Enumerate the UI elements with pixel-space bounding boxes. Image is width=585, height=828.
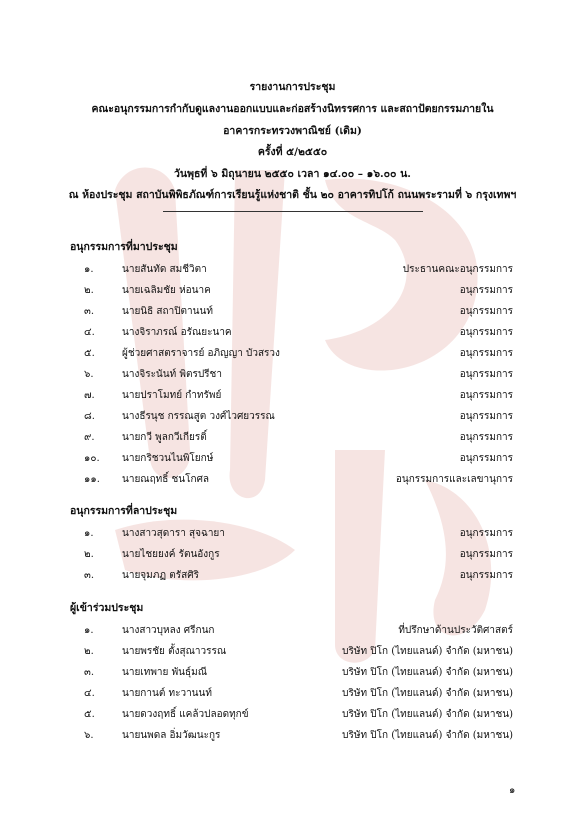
list-item: ๕. นายดวงฤทธิ์ แคล้วปลอดทุกข์ บริษัท ปิโก (ไทยแลนด์) จำกัด (มหาชน) [84,709,513,720]
list-item: ๑. นายสันทัด สมชีวิตา ประธานคณะอนุกรรมการ [84,264,513,275]
section-title-attendees: ผู้เข้าร่วมประชุม [70,602,144,614]
list-item: ๓. นายจุมภฏ ตรัสศิริ อนุกรรมการ [84,570,513,581]
meeting-number: ครั้งที่ ๕/๒๕๕๐ [257,146,328,158]
list-item: ๒. นายเฉลิมชัย ห่อนาค อนุกรรมการ [84,285,513,296]
list-item: ๖. นายนพดล อิ่มวัฒนะกูร บริษัท ปิโก (ไทยแลนด์) จำกัด (มหาชน) [84,730,513,741]
list-item: ๖. นางจิระนันท์ พิตรปรีชา อนุกรรมการ [84,369,513,380]
list-item: ๑๐. นายกริชวนไนพิโยกษ์ อนุกรรมการ [84,453,513,464]
committee-name: คณะอนุกรรมการกำกับดูแลงานออกแบบและก่อสร้างนิทรรศการ และสถาปัตยกรรมภายใน [91,103,494,115]
list-item: ๙. นายกวี พูลกวีเกียรติ์ อนุกรรมการ [84,432,513,443]
meeting-date: วันพุธที่ ๖ มิถุนายน ๒๕๕๐ เวลา ๑๔.๐๐ – ๑๖.๐๐ น. [174,168,411,180]
list-item: ๗. นายปราโมทย์ กำทรัพย์ อนุกรรมการ [84,390,513,401]
section-title-absent: อนุกรรมการที่ลาประชุม [70,505,178,517]
section-title-present: อนุกรรมการที่มาประชุม [70,241,178,253]
list-item: ๒. นายไชยยงค์ รัตนอังกูร อนุกรรมการ [84,549,513,560]
page-number: ๑ [509,785,516,796]
list-item: ๑. นางสาวบุหลง ศรีกนก ที่ปรึกษาด้านประวัติศาสตร์ [84,625,513,636]
list-item: ๓. นายนิธิ สถาปิตานนท์ อนุกรรมการ [84,306,513,317]
header-divider [163,211,423,212]
list-item: ๒. นายพรชัย ตั้งสุณาวรรณ บริษัท ปิโก (ไทยแลนด์) จำกัด (มหาชน) [84,646,513,657]
list-item: ๘. นางธีรนุช กรรณสูต วงศ์ไวศยวรรณ อนุกรรมการ [84,411,513,422]
list-item: ๑. นางสาวสุดารา สุจฉายา อนุกรรมการ [84,528,513,539]
list-item: ๔. นางจิราภรณ์ อรัณยะนาค อนุกรรมการ [84,327,513,338]
list-item: ๔. นายกานต์ ทะวานนท์ บริษัท ปิโก (ไทยแลนด์) จำกัด (มหาชน) [84,688,513,699]
list-item: ๑๑. นายณฤทธิ์ ชนโกศล อนุกรรมการและเลขานุการ [84,474,513,485]
list-item: ๕. ผู้ช่วยศาสตราจารย์ อภิญญา บัวสรวง อนุกรรมการ [84,348,513,359]
list-item: ๓. นายเทพาย พันธุ์มณี บริษัท ปิโก (ไทยแลนด์) จำกัด (มหาชน) [84,667,513,678]
report-title: รายงานการประชุม [249,81,336,93]
meeting-venue: ณ ห้องประชุม สถาบันพิพิธภัณฑ์การเรียนรู้แห่งชาติ ชั้น ๒๐ อาคารทิปโก้ ถนนพระรามที่ ๖ กรุงเทพฯ [68,189,517,201]
building-name: อาคารกระทรวงพาณิชย์ (เดิม) [223,125,362,137]
